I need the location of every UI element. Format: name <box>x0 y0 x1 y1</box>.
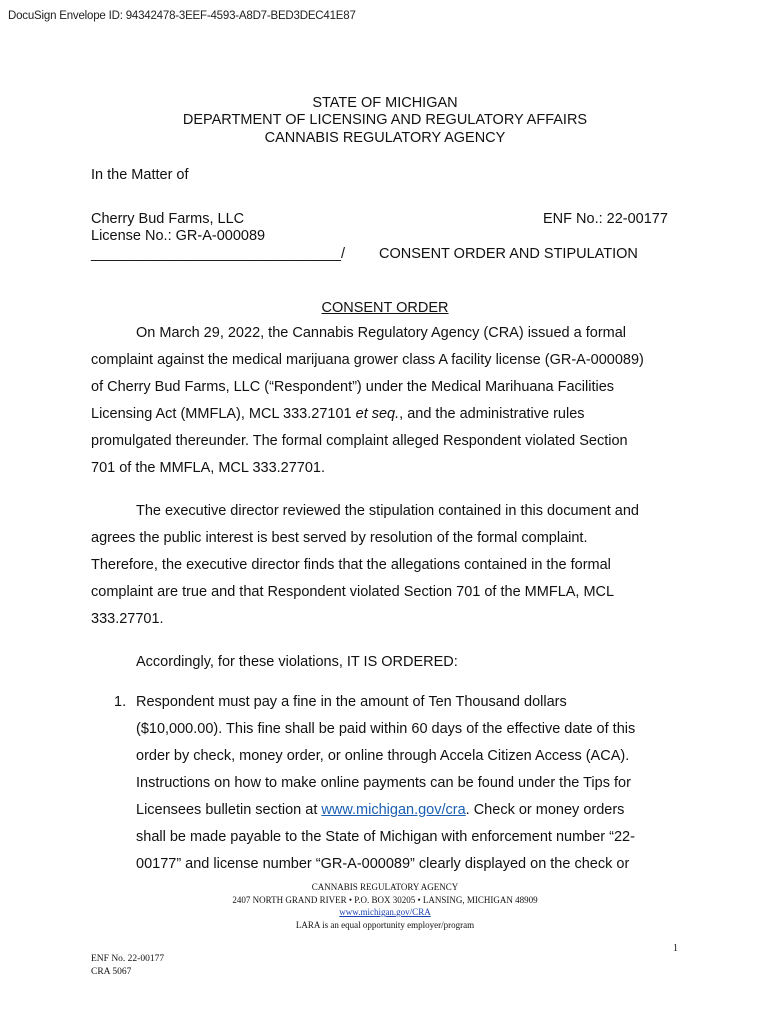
p1-line-text: , and the administrative rules <box>399 406 585 422</box>
p2-line: agrees the public interest is best served by resolution of the formal complaint. <box>91 530 588 546</box>
enf-number: ENF No.: 22-00177 <box>543 211 668 227</box>
doc-ref-cra: CRA 5067 <box>91 967 132 977</box>
p1-line-italic: et seq. <box>355 406 400 422</box>
document-type: CONSENT ORDER AND STIPULATION <box>379 246 638 262</box>
p1-line: complaint against the medical marijuana grower class A facility license (GR-A-000089) <box>91 352 644 368</box>
item-line: Respondent must pay a fine in the amount of Ten Thousand dollars <box>136 694 567 710</box>
item-line <box>136 802 624 818</box>
p1-line: 701 of the MMFLA, MCL 333.27701. <box>91 460 326 476</box>
p1-line-text: Licensing Act (MMFLA), MCL 333.27101 <box>91 406 356 422</box>
respondent-name: Cherry Bud Farms, LLC <box>91 211 245 227</box>
license-number: License No.: GR-A-000089 <box>91 228 266 244</box>
paragraph-3: Accordingly, for these violations, IT IS ORDERED: <box>136 654 458 670</box>
header-state: STATE OF MICHIGAN <box>312 95 458 111</box>
p1-line <box>91 406 585 422</box>
item-line: 00177” and license number “GR-A-000089” clearly displayed on the check or <box>136 856 630 872</box>
item-line: order by check, money order, or online through Accela Citizen Access (ACA). <box>136 748 630 764</box>
p2-line: complaint are true and that Respondent violated Section 701 of the MMFLA, MCL <box>91 584 615 600</box>
p1-line: promulgated thereunder. The formal complaint alleged Respondent violated Section <box>91 433 628 449</box>
header-agency: CANNABIS REGULATORY AGENCY <box>264 130 506 146</box>
item-line: Instructions on how to make online payments can be found under the Tips for <box>136 775 631 791</box>
footer-website-link[interactable]: www.michigan.gov/CRA <box>339 907 431 917</box>
p2-line: The executive director reviewed the stipulation contained in this document and <box>136 503 639 519</box>
p2-line: Therefore, the executive director finds that the allegations contained in the formal <box>91 557 611 573</box>
docusign-envelope-id: DocuSign Envelope ID: 94342478-3EEF-4593-A8D7-BED3DEC41E87 <box>8 10 356 22</box>
p1-line: of Cherry Bud Farms, LLC (“Respondent”) under the Medical Marihuana Facilities <box>91 379 615 395</box>
item-line-text: Licensees bulletin section at <box>136 802 322 818</box>
p2-line: 333.27701. <box>91 611 164 627</box>
footer-website <box>0 907 770 917</box>
footer-address: 2407 NORTH GRAND RIVER • P.O. BOX 30205 • LANSING, MICHIGAN 48909 <box>232 895 538 905</box>
header-department: DEPARTMENT OF LICENSING AND REGULATORY AFFAIRS <box>182 112 588 128</box>
footer-agency: CANNABIS REGULATORY AGENCY <box>311 882 459 892</box>
footer-eeo: LARA is an equal opportunity employer/program <box>295 920 475 930</box>
item-line: shall be made payable to the State of Michigan with enforcement number “22- <box>136 829 635 845</box>
item-line: ($10,000.00). This fine shall be paid within 60 days of the effective date of this <box>136 721 636 737</box>
page-number: 1 <box>673 943 678 954</box>
item-line-text: . Check or money orders <box>465 802 625 818</box>
caption-separator: _______________________________/ <box>91 246 346 262</box>
matter-intro: In the Matter of <box>91 167 189 183</box>
cra-website-link[interactable]: www.michigan.gov/cra <box>321 802 466 818</box>
item-number: 1. <box>114 694 127 710</box>
doc-ref-enf: ENF No. 22-00177 <box>91 954 165 964</box>
p1-line: On March 29, 2022, the Cannabis Regulatory Agency (CRA) issued a formal <box>136 325 627 341</box>
section-heading: CONSENT ORDER <box>321 300 449 316</box>
